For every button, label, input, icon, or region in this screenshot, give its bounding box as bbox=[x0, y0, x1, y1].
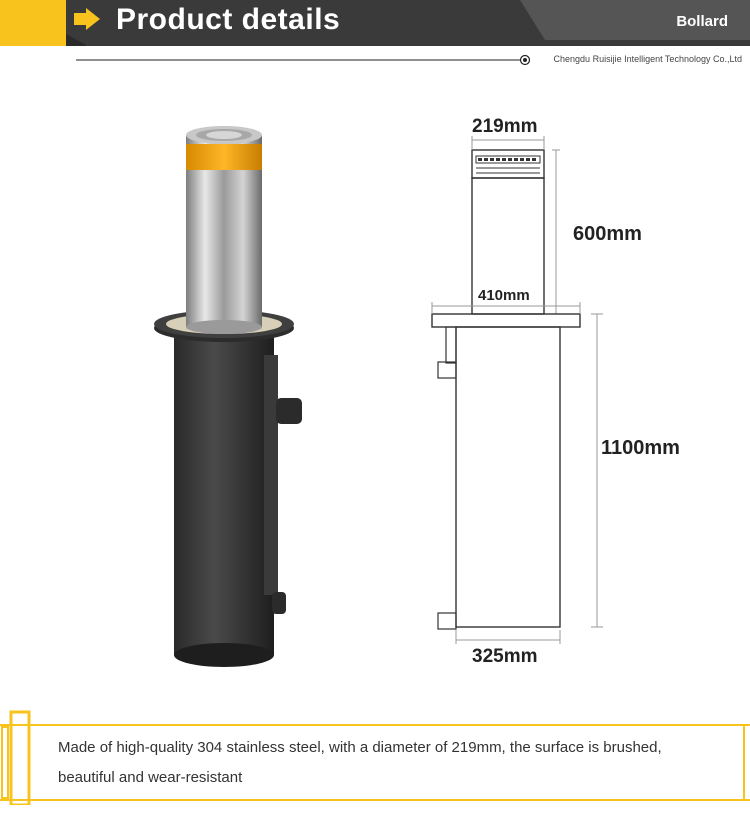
bollard-product-photo bbox=[140, 110, 320, 670]
header-bar bbox=[0, 0, 750, 46]
dimension-label-body-height: 1100mm bbox=[601, 437, 680, 459]
product-category-tag: Bollard bbox=[676, 13, 728, 30]
dimension-diagram bbox=[420, 110, 720, 670]
dimension-label-body-diameter: 325mm bbox=[472, 646, 538, 667]
product-description: Made of high-quality 304 stainless steel, with a diameter of 219mm, the surface is brushed, beautiful and wear-resistant bbox=[58, 739, 662, 786]
dimension-label-top-diameter: 219mm bbox=[472, 116, 538, 137]
dimension-label-exposed-height: 600mm bbox=[573, 223, 642, 245]
page-title: Product details bbox=[116, 3, 341, 36]
company-name: Chengdu Ruisijie Intelligent Technology Co.,Ltd bbox=[553, 54, 742, 64]
dimension-label-flange-width: 410mm bbox=[478, 287, 530, 304]
